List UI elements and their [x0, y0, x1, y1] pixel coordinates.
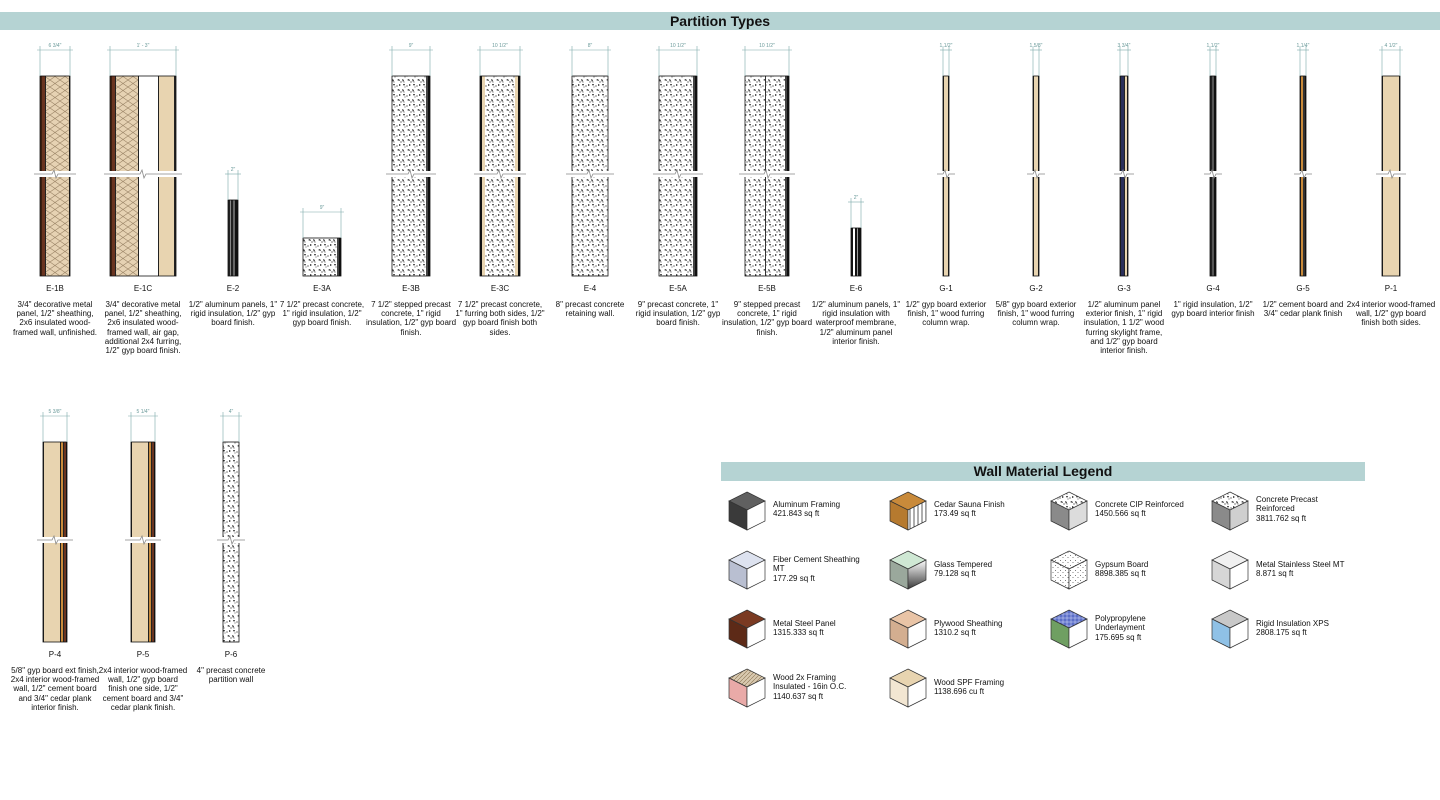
- dimension-label: 9": [319, 205, 325, 211]
- material-swatch-icon: [1210, 549, 1250, 591]
- legend-item-aluminum-framing: [727, 490, 877, 534]
- dimension-label: 2": [853, 195, 859, 201]
- wall-description: 8" precast concrete retaining wall.: [555, 300, 625, 319]
- dimension-label: 6 3/4": [48, 43, 62, 49]
- wall-section-drawing: [811, 38, 901, 278]
- wall-code: G-5: [1296, 284, 1310, 293]
- material-area: 1310.2 sq ft: [934, 628, 976, 638]
- wall-layer: [233, 200, 235, 276]
- material-area: 2808.175 sq ft: [1256, 628, 1307, 638]
- dimension-label: 1' - 3": [136, 43, 150, 49]
- wall-code: E-6: [849, 284, 863, 293]
- dimension-label: 5 3/8": [48, 409, 62, 415]
- dimension-label: 1 1/2": [939, 43, 953, 49]
- material-area: 1315.333 sq ft: [773, 628, 824, 638]
- wall-section-drawing: [10, 404, 100, 644]
- material-name: Polypropylene Underlayment: [1095, 614, 1146, 633]
- material-area: 8.871 sq ft: [1256, 569, 1294, 579]
- wall-description: 7 1/2" stepped precast concrete, 1" rigid insulation, 1/2" gyp board finish.: [366, 300, 457, 337]
- wall-description: 1/2" aluminum panels, 1" rigid insulation, 1/2" gyp board finish.: [188, 300, 278, 328]
- material-swatch-icon: [727, 667, 767, 709]
- material-name: Wood SPF Framing: [934, 678, 1005, 687]
- material-area: 8898.385 sq ft: [1095, 569, 1146, 579]
- wall-section-drawing: [277, 38, 367, 278]
- wall-section-drawing: [10, 38, 100, 278]
- material-swatch-icon: [727, 549, 767, 591]
- material-swatch-icon: [1210, 608, 1250, 650]
- wall-layers: [851, 228, 861, 276]
- dimension-label: 9": [408, 43, 414, 49]
- material-area: 1138.696 cu ft: [934, 687, 985, 697]
- legend-item-wood-spf-framing: [888, 667, 1038, 711]
- wall-code: G-4: [1206, 284, 1220, 293]
- dimension-label: 1 1/4": [1296, 43, 1310, 49]
- wall-section-drawing: [633, 38, 723, 278]
- wall-description: 3/4" decorative metal panel, 1/2" sheathing, 2x6 insulated wood-framed wall, unfinished.: [12, 300, 98, 337]
- dimension-label: 5 1/4": [136, 409, 150, 415]
- wall-code: P-6: [224, 650, 238, 659]
- legend-item-polypropylene-underlayment: [1049, 608, 1199, 652]
- legend-item-fiber-cement-sheathing: [727, 549, 877, 593]
- wall-layer: [303, 238, 337, 276]
- dimension-label: 3 3/4": [1117, 43, 1131, 49]
- wall-material-legend-title: Wall Material Legend: [721, 462, 1365, 481]
- wall-layers: [228, 200, 238, 276]
- wall-layer: [857, 228, 858, 276]
- dimension-label: 8": [587, 43, 593, 49]
- wall-section-drawing: [366, 38, 456, 278]
- wall-description: 7 1/2" precast concrete, 1" rigid insulation, 1/2" gyp board finish.: [279, 300, 365, 328]
- material-name: Concrete CIP Reinforced: [1095, 500, 1184, 509]
- legend-item-gypsum-board: [1049, 549, 1199, 593]
- wall-code: P-1: [1384, 284, 1398, 293]
- legend-item-concrete-precast-reinforced: [1210, 490, 1360, 534]
- legend-item-wood-2x-framing: [727, 667, 877, 711]
- wall-layers: [303, 238, 341, 276]
- wall-section-drawing: [1346, 38, 1436, 278]
- wall-description: 1/2" aluminum panel exterior finish, 1" rigid insulation, 1 1/2" wood furring skylight frame, and 1/2" gyp board interior finish.: [1083, 300, 1165, 356]
- material-area: 1140.637 sq ft: [773, 691, 824, 701]
- material-area: 175.695 sq ft: [1095, 632, 1142, 642]
- wall-section-drawing: [545, 38, 635, 278]
- material-swatch-icon: [888, 549, 928, 591]
- material-name: Plywood Sheathing: [934, 619, 1003, 628]
- wall-code: E-1C: [133, 284, 153, 293]
- material-name: Rigid Insulation XPS: [1256, 619, 1329, 628]
- legend-item-concrete-cip-reinforced: [1049, 490, 1199, 534]
- material-name: Gypsum Board: [1095, 560, 1149, 569]
- wall-description: 3/4" decorative metal panel, 1/2" sheathing, 2x6 insulated wood-framed wall, air gap, additional 2x4 furring, 1/2" gyp board finish.: [104, 300, 182, 356]
- dimension-label: 2": [230, 167, 236, 173]
- wall-section-drawing: [1079, 38, 1169, 278]
- material-swatch-icon: [1049, 608, 1089, 650]
- wall-code: E-5B: [758, 284, 776, 293]
- wall-layer: [853, 228, 855, 276]
- wall-code: P-5: [136, 650, 150, 659]
- wall-description: 1/2" aluminum panels, 1" rigid insulation with waterproof membrane, 1/2" aluminum panel interior finish.: [811, 300, 901, 346]
- wall-description: 7 1/2" precast concrete, 1" furring both sides, 1/2" gyp board finish both sides.: [455, 300, 545, 337]
- wall-code: E-1B: [46, 284, 64, 293]
- wall-section-drawing: [1168, 38, 1258, 278]
- wall-section-drawing: [991, 38, 1081, 278]
- material-area: 177.29 sq ft: [773, 573, 815, 583]
- wall-section-drawing: [98, 38, 188, 278]
- material-area: 1450.566 sq ft: [1095, 509, 1146, 519]
- material-swatch-icon: [1049, 490, 1089, 532]
- material-name: Wood 2x Framing Insulated - 16in O.C.: [773, 673, 847, 692]
- wall-section-drawing: [455, 38, 545, 278]
- material-name: Metal Stainless Steel MT: [1256, 560, 1345, 569]
- material-name: Glass Tempered: [934, 560, 993, 569]
- dimension-label: 10 1/2": [759, 43, 775, 49]
- wall-code: G-2: [1029, 284, 1043, 293]
- wall-section-drawing: [1258, 38, 1348, 278]
- wall-layer: [230, 200, 231, 276]
- legend-item-metal-stainless-steel: [1210, 549, 1360, 593]
- material-name: Cedar Sauna Finish: [934, 500, 1005, 509]
- legend-item-glass-tempered: [888, 549, 1038, 593]
- material-swatch-icon: [888, 667, 928, 709]
- legend-item-rigid-insulation-xps: [1210, 608, 1360, 652]
- dimension-label: 4": [228, 409, 234, 415]
- dimension-label: 10 1/2": [492, 43, 508, 49]
- material-area: 173.49 sq ft: [934, 509, 976, 519]
- wall-description: 5/8" gyp board ext finish, 2x4 interior wood-framed wall, 1/2" cement board and 3/4" cedar plank interior finish.: [10, 666, 100, 712]
- wall-code: E-5A: [669, 284, 687, 293]
- dimension-label: 1 5/8": [1029, 43, 1043, 49]
- wall-code: E-3B: [402, 284, 420, 293]
- material-name: Concrete Precast Reinforced: [1256, 495, 1318, 514]
- dimension-label: 1 1/2": [1206, 43, 1220, 49]
- wall-code: E-2: [226, 284, 240, 293]
- material-swatch-icon: [727, 608, 767, 650]
- wall-description: 9" stepped precast concrete, 1" rigid insulation, 1/2" gyp board finish.: [722, 300, 813, 337]
- wall-code: E-3A: [313, 284, 331, 293]
- material-swatch-icon: [1210, 490, 1250, 532]
- wall-section-drawing: [188, 38, 278, 278]
- wall-layer: [231, 200, 233, 276]
- wall-description: 4" precast concrete partition wall: [196, 666, 266, 685]
- wall-description: 9" precast concrete, 1" rigid insulation, 1/2" gyp board finish.: [635, 300, 721, 328]
- partition-types-title: Partition Types: [0, 12, 1440, 30]
- wall-section-drawing: [901, 38, 991, 278]
- material-area: 421.843 sq ft: [773, 509, 820, 519]
- wall-code: P-4: [48, 650, 62, 659]
- wall-code: G-1: [939, 284, 953, 293]
- wall-description: 1/2" cement board and 3/4" cedar plank finish: [1262, 300, 1344, 319]
- wall-code: E-3C: [490, 284, 510, 293]
- dimension-label: 4 1/2": [1384, 43, 1398, 49]
- wall-description: 2x4 interior wood-framed wall, 1/2" gyp board finish one side, 1/2" cement board and 3/4" cedar plank finish.: [98, 666, 188, 712]
- material-swatch-icon: [888, 490, 928, 532]
- wall-layer: [858, 228, 861, 276]
- legend-item-metal-steel-panel: [727, 608, 877, 652]
- material-swatch-icon: [888, 608, 928, 650]
- material-area: 79.128 sq ft: [934, 569, 976, 579]
- wall-code: G-3: [1117, 284, 1131, 293]
- wall-layer: [337, 238, 339, 276]
- wall-layer: [235, 200, 238, 276]
- material-name: Aluminum Framing: [773, 500, 841, 509]
- dimension-label: 10 1/2": [670, 43, 686, 49]
- legend-item-cedar-sauna-finish: [888, 490, 1038, 534]
- wall-description: 5/8" gyp board exterior finish, 1" wood furring column wrap.: [995, 300, 1077, 328]
- material-swatch-icon: [727, 490, 767, 532]
- material-name: Metal Steel Panel: [773, 619, 836, 628]
- wall-description: 1" rigid insulation, 1/2" gyp board interior finish: [1171, 300, 1255, 319]
- wall-code: E-4: [583, 284, 597, 293]
- wall-description: 1/2" gyp board exterior finish, 1" wood furring column wrap.: [905, 300, 987, 328]
- material-area: 3811.762 sq ft: [1256, 513, 1307, 523]
- wall-section-drawing: [722, 38, 812, 278]
- material-name: Fiber Cement Sheathing MT: [773, 555, 860, 574]
- wall-layer: [855, 228, 857, 276]
- material-swatch-icon: [1049, 549, 1089, 591]
- wall-section-drawing: [98, 404, 188, 644]
- wall-section-drawing: [186, 404, 276, 644]
- wall-description: 2x4 interior wood-framed wall, 1/2" gyp board finish both sides.: [1346, 300, 1436, 328]
- legend-item-plywood-sheathing: [888, 608, 1038, 652]
